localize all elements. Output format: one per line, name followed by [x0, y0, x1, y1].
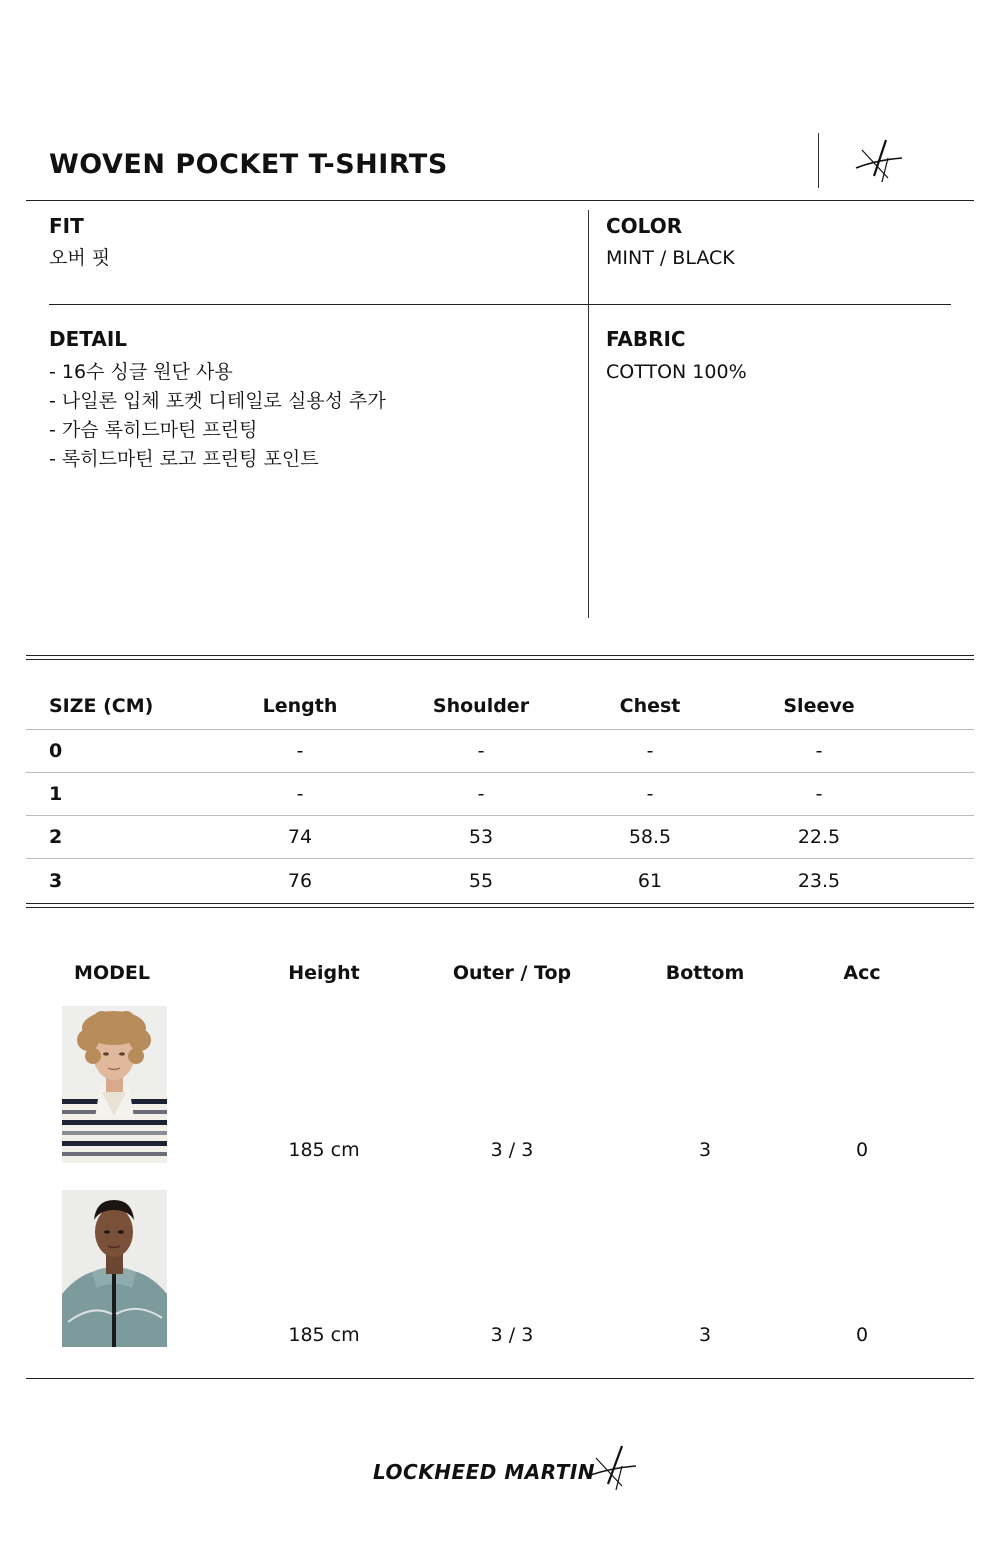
fabric-label: FABRIC [606, 327, 686, 351]
model-height: 185 cm [288, 1139, 360, 1161]
size-cell: 23.5 [797, 869, 841, 892]
model-bottom: 3 [698, 1139, 712, 1161]
model-outer-top: 3 / 3 [490, 1324, 534, 1346]
size-cell: - [815, 740, 823, 762]
size-table [26, 683, 974, 902]
model-photo [62, 1190, 167, 1347]
brand-wordmark: LOCKHEED MARTIN [373, 1460, 596, 1484]
model-header-bottom: Bottom [665, 962, 745, 984]
size-cell: - [815, 783, 823, 805]
size-table-header [26, 683, 974, 730]
detail-item: - 16수 싱글 원단 사용 [49, 361, 233, 383]
size-header-cell: SIZE (CM) [49, 695, 154, 717]
detail-item: - 나일론 입체 포켓 디테일로 실용성 추가 [49, 390, 386, 412]
size-cell: - [296, 783, 304, 805]
brand-logo [370, 1444, 638, 1490]
model-outer-top: 3 / 3 [490, 1139, 534, 1161]
size-cell: 1 [49, 783, 63, 805]
size-cell: - [477, 783, 485, 805]
size-cell: 61 [637, 869, 663, 892]
size-header-cell: Length [262, 695, 338, 717]
size-cell: - [296, 740, 304, 762]
star-logo-icon [588, 1444, 638, 1490]
model-header-model: MODEL [74, 962, 150, 984]
fit-label: FIT [49, 214, 84, 238]
model-height: 185 cm [288, 1324, 360, 1346]
size-table-top-rule [26, 655, 974, 660]
size-cell: 3 [49, 869, 63, 892]
model-header-acc: Acc [843, 962, 881, 984]
detail-list [49, 358, 386, 474]
table-row [26, 773, 974, 816]
size-header-cell: Shoulder [432, 695, 530, 717]
size-cell: - [477, 740, 485, 762]
size-cell: - [646, 783, 654, 805]
header-divider [818, 133, 819, 188]
fit-value: 오버 핏 [49, 247, 111, 269]
size-table-bottom-rule [26, 903, 974, 908]
size-cell: 2 [49, 826, 63, 848]
model-photo [62, 1006, 167, 1163]
info-column-divider [588, 210, 589, 618]
detail-item: - 록히드마틴 로고 프린팅 포인트 [49, 448, 319, 470]
size-cell: 0 [49, 740, 63, 762]
table-row [26, 816, 974, 859]
model-acc: 0 [855, 1139, 869, 1161]
model-table-bottom-rule [26, 1378, 974, 1379]
size-cell: 58.5 [628, 826, 672, 848]
info-rule [49, 304, 951, 305]
color-label: COLOR [606, 214, 683, 238]
size-cell: 55 [468, 869, 494, 892]
detail-label: DETAIL [49, 327, 128, 351]
model-bottom: 3 [698, 1324, 712, 1346]
size-header-cell: Chest [619, 695, 681, 717]
model-header-outer-top: Outer / Top [452, 962, 572, 984]
table-row [26, 859, 974, 902]
table-row [26, 730, 974, 773]
size-cell: - [646, 740, 654, 762]
detail-item: - 가슴 록히드마틴 프린팅 [49, 419, 258, 441]
page-title: WOVEN POCKET T-SHIRTS [49, 149, 448, 180]
size-cell: 76 [287, 869, 313, 892]
color-value: MINT / BLACK [606, 247, 735, 269]
size-header-cell: Sleeve [783, 695, 855, 717]
fabric-value: COTTON 100% [606, 361, 747, 383]
size-cell: 53 [468, 826, 494, 848]
model-header-height: Height [288, 962, 360, 984]
header-rule [26, 200, 974, 201]
size-cell: 22.5 [797, 826, 841, 848]
size-cell: 74 [287, 826, 313, 848]
star-logo-icon [852, 138, 904, 184]
model-acc: 0 [855, 1324, 869, 1346]
